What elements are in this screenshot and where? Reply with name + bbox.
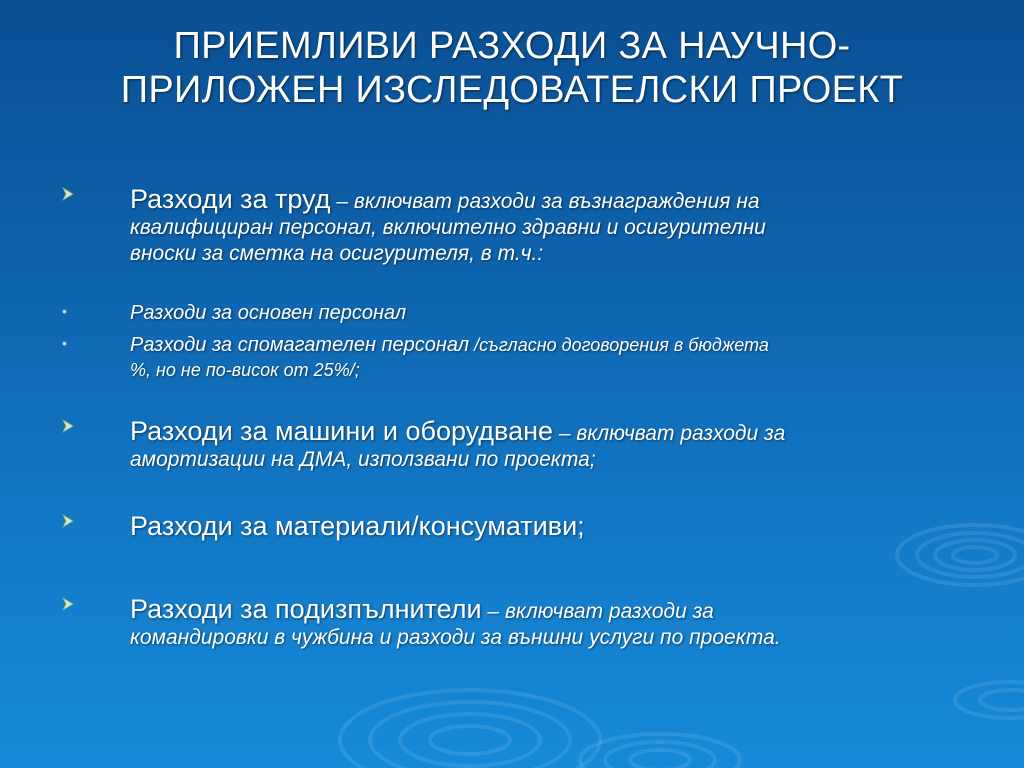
bullet-desc-line: включват разходи за <box>576 422 786 445</box>
arrow-bullet-icon <box>60 186 100 202</box>
dash: – <box>481 600 505 623</box>
sub-bullet-note: %, но не по-висок от 25%/; <box>130 360 360 380</box>
bullet-desc-line: вноски за сметка на осигурителя, в т.ч.: <box>130 242 544 265</box>
bullet-desc-line: квалифициран персонал, включително здравни и осигурителни <box>130 216 766 239</box>
bullet-item-materials <box>60 511 970 541</box>
bullet-item-machinery <box>60 416 970 473</box>
sub-bullet-text: Разходи за спомагателен персонал <box>130 334 470 356</box>
bullet-desc-line: амортизации на ДМА, използвани по проекта; <box>130 448 596 471</box>
sub-bullet-support-staff <box>60 333 970 383</box>
bullet-item-subcontractors <box>60 594 970 651</box>
title-line-1: ПРИЕМЛИВИ РАЗХОДИ ЗА НАУЧНО- <box>173 25 851 67</box>
title-line-2: ПРИЛОЖЕН ИЗСЛЕДОВАТЕЛСКИ ПРОЕКТ <box>120 69 904 111</box>
dot-bullet-icon: • <box>62 303 67 319</box>
bullet-desc-line: командировки в чужбина и разходи за външни услуги по проекта. <box>130 626 781 649</box>
sub-bullet-main-staff <box>60 301 970 326</box>
bullet-item-labor <box>60 184 970 267</box>
bullet-lead: Разходи за подизпълнители <box>130 594 482 624</box>
bullet-lead: Разходи за материали/консумативи; <box>130 511 585 541</box>
dot-bullet-icon: • <box>62 335 67 351</box>
arrow-bullet-icon <box>60 513 100 529</box>
bullet-desc-line: включват разходи за възнаграждения на <box>353 190 760 213</box>
dash: – <box>553 422 577 445</box>
sub-bullet-text: Разходи за основен персонал <box>130 302 407 324</box>
bullet-lead: Разходи за труд <box>130 184 331 214</box>
arrow-bullet-icon <box>60 418 100 434</box>
slide-title <box>60 24 964 112</box>
bullet-lead: Разходи за машини и оборудване <box>130 416 554 446</box>
bullet-desc-line: включват разходи за <box>504 600 714 623</box>
dash: – <box>330 190 354 213</box>
sub-bullet-note: /съгласно договорения в бюджета <box>469 335 769 355</box>
arrow-bullet-icon <box>60 596 100 612</box>
